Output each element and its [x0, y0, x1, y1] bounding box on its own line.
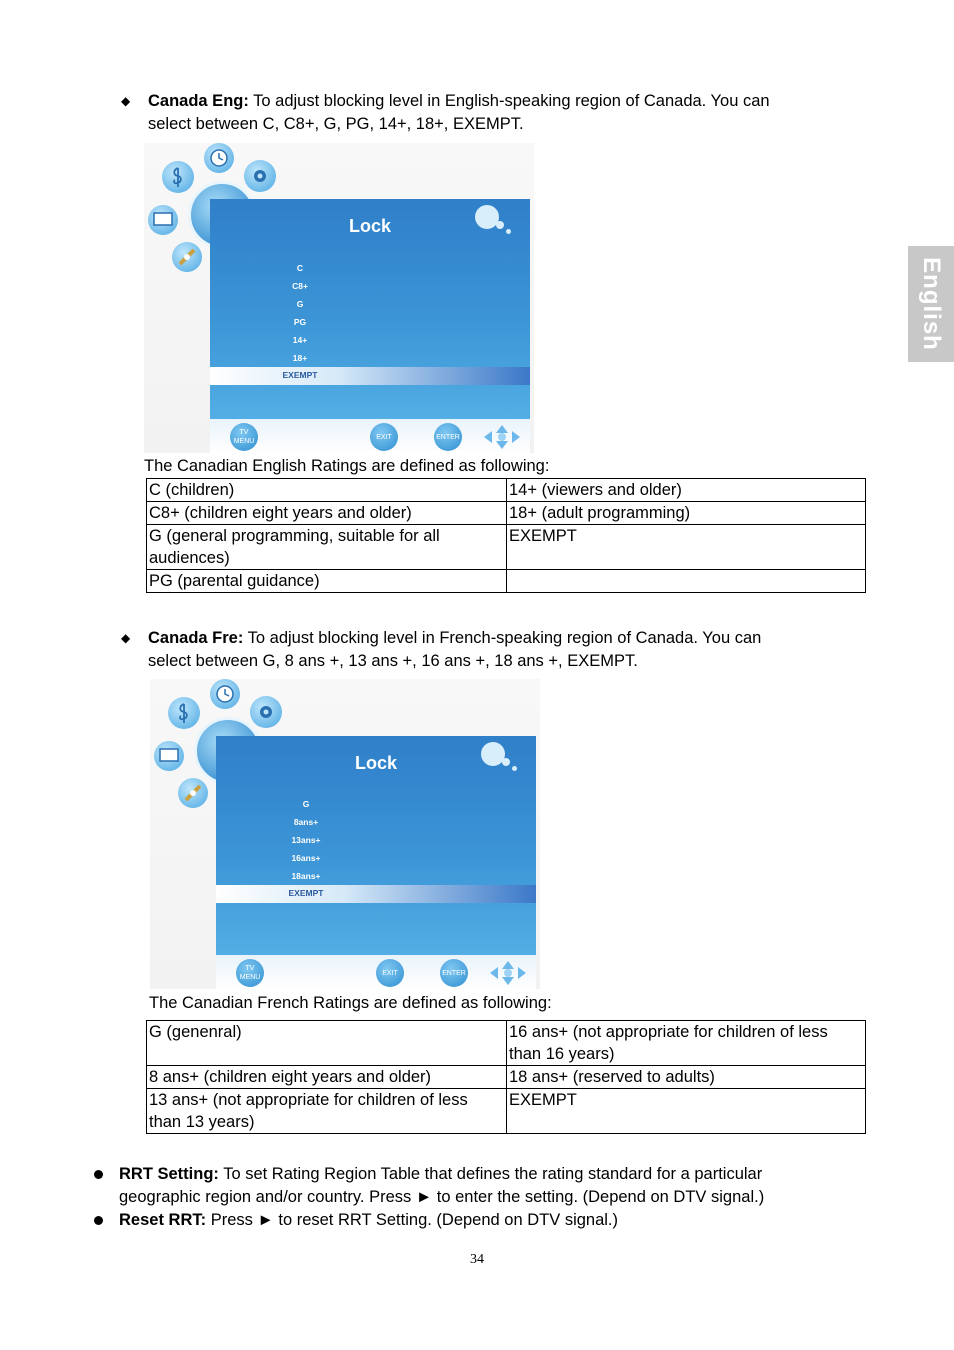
diamond-bullet-icon: ◆ — [121, 94, 131, 108]
direction-pad-icon — [482, 423, 522, 456]
rating-option[interactable]: 8ans+ — [293, 817, 319, 827]
bubbles-icon — [502, 758, 510, 766]
table-cell: 13 ans+ (not appropriate for children of less than 13 years) — [147, 1089, 507, 1134]
rating-option[interactable]: 14+ — [292, 335, 308, 345]
table-cell: C (children) — [147, 479, 507, 502]
page-number: 34 — [470, 1252, 484, 1267]
bullet-dot-icon — [94, 1216, 103, 1225]
music-note-icon — [162, 161, 194, 193]
clock-icon — [210, 679, 240, 709]
gear-icon — [250, 696, 282, 728]
rating-option-selected-label: EXEMPT — [282, 370, 318, 380]
rating-option[interactable]: G — [302, 799, 310, 809]
table-cell: G (general programming, suitable for all audiences) — [147, 525, 507, 570]
table-cell: 8 ans+ (children eight years and older) — [147, 1066, 507, 1089]
table-cell: PG (parental guidance) — [147, 570, 507, 593]
canada-fre-text-2: select between G, 8 ans +, 13 ans +, 16 ans +, 18 ans +, EXEMPT. — [148, 652, 638, 670]
table-cell: 14+ (viewers and older) — [507, 479, 866, 502]
table-cell: G (genenral) — [147, 1021, 507, 1066]
lock-menu-screenshot-fre — [150, 679, 540, 989]
language-side-tab-label: English — [918, 257, 945, 351]
rrt-setting-text-2: geographic region and/or country. Press ► to enter the setting. (Depend on DTV signal.) — [119, 1188, 765, 1206]
rrt-setting-title: RRT Setting: — [119, 1165, 219, 1183]
reset-rrt-title: Reset RRT: — [119, 1211, 207, 1229]
canada-eng-text-1: To adjust blocking level in English-speaking region of Canada. You can — [248, 92, 770, 110]
enter-button[interactable]: ENTER — [440, 959, 468, 987]
bullet-dot-icon — [94, 1170, 103, 1179]
table-cell: 16 ans+ (not appropriate for children of less than 16 years) — [507, 1021, 866, 1066]
rating-option[interactable]: 18+ — [292, 353, 308, 363]
table-row — [147, 525, 866, 570]
exit-button[interactable]: EXIT — [376, 959, 404, 987]
exit-button[interactable]: EXIT — [370, 423, 398, 451]
fre-ratings-caption: The Canadian French Ratings are defined as following: — [149, 994, 552, 1012]
table-row — [147, 570, 866, 593]
table-row — [147, 1066, 866, 1089]
table-cell: EXEMPT — [507, 1089, 866, 1134]
gear-icon — [244, 160, 276, 192]
rating-option[interactable]: PG — [293, 317, 307, 327]
bubbles-icon — [512, 766, 517, 771]
lock-panel — [210, 199, 530, 419]
table-cell: EXEMPT — [507, 525, 866, 570]
bubbles-icon — [496, 221, 504, 229]
canada-fre-text-1: To adjust blocking level in French-speaking region of Canada. You can — [243, 629, 762, 647]
picture-icon — [154, 741, 184, 771]
rating-option-selected[interactable] — [210, 367, 530, 385]
lock-menu-screenshot-eng — [144, 143, 534, 453]
rating-option[interactable]: G — [296, 299, 304, 309]
satellite-icon — [178, 778, 208, 808]
table-cell: 18 ans+ (reserved to adults) — [507, 1066, 866, 1089]
lock-panel — [216, 736, 536, 956]
table-row — [147, 502, 866, 525]
canada-fre-title: Canada Fre: — [148, 629, 244, 647]
canada-eng-title: Canada Eng: — [148, 92, 249, 110]
table-row — [147, 1089, 866, 1134]
tv-menu-button[interactable]: TV MENU — [230, 423, 258, 451]
table-cell: C8+ (children eight years and older) — [147, 502, 507, 525]
direction-pad-icon — [488, 959, 528, 992]
rating-option[interactable]: C — [296, 263, 304, 273]
eng-ratings-table — [146, 478, 866, 593]
bubbles-icon — [506, 229, 511, 234]
eng-ratings-caption: The Canadian English Ratings are defined as following: — [144, 457, 550, 475]
reset-rrt-text: Press ► to reset RRT Setting. (Depend on DTV signal.) — [206, 1211, 619, 1229]
rating-option[interactable]: C8+ — [292, 281, 308, 291]
canada-eng-paragraph — [148, 90, 848, 136]
canada-fre-paragraph — [148, 627, 848, 673]
table-row — [147, 479, 866, 502]
reset-rrt-paragraph — [119, 1209, 839, 1232]
fre-ratings-table — [146, 1020, 866, 1134]
lock-menu-footer — [216, 955, 536, 989]
rating-option[interactable]: 16ans+ — [291, 853, 321, 863]
rating-option[interactable]: 13ans+ — [291, 835, 321, 845]
rating-option-selected[interactable] — [216, 885, 536, 903]
lock-panel-title: Lock — [354, 753, 397, 773]
canada-eng-text-2: select between C, C8+, G, PG, 14+, 18+, EXEMPT. — [148, 115, 524, 133]
rating-option-selected-label: EXEMPT — [288, 888, 324, 898]
picture-icon — [148, 205, 178, 235]
rrt-setting-paragraph — [119, 1163, 839, 1209]
enter-button[interactable]: ENTER — [434, 423, 462, 451]
tv-menu-button[interactable]: TV MENU — [236, 959, 264, 987]
lock-panel-title: Lock — [348, 216, 391, 236]
rrt-setting-text-1: To set Rating Region Table that defines the rating standard for a particular — [218, 1165, 763, 1183]
table-row — [147, 1021, 866, 1066]
rating-option[interactable]: 18ans+ — [291, 871, 321, 881]
clock-icon — [204, 143, 234, 173]
satellite-icon — [172, 242, 202, 272]
table-cell: 18+ (adult programming) — [507, 502, 866, 525]
music-note-icon — [168, 697, 200, 729]
language-side-tab — [908, 246, 954, 362]
lock-menu-footer — [210, 419, 530, 453]
diamond-bullet-icon: ◆ — [121, 631, 131, 645]
table-cell — [507, 570, 866, 593]
